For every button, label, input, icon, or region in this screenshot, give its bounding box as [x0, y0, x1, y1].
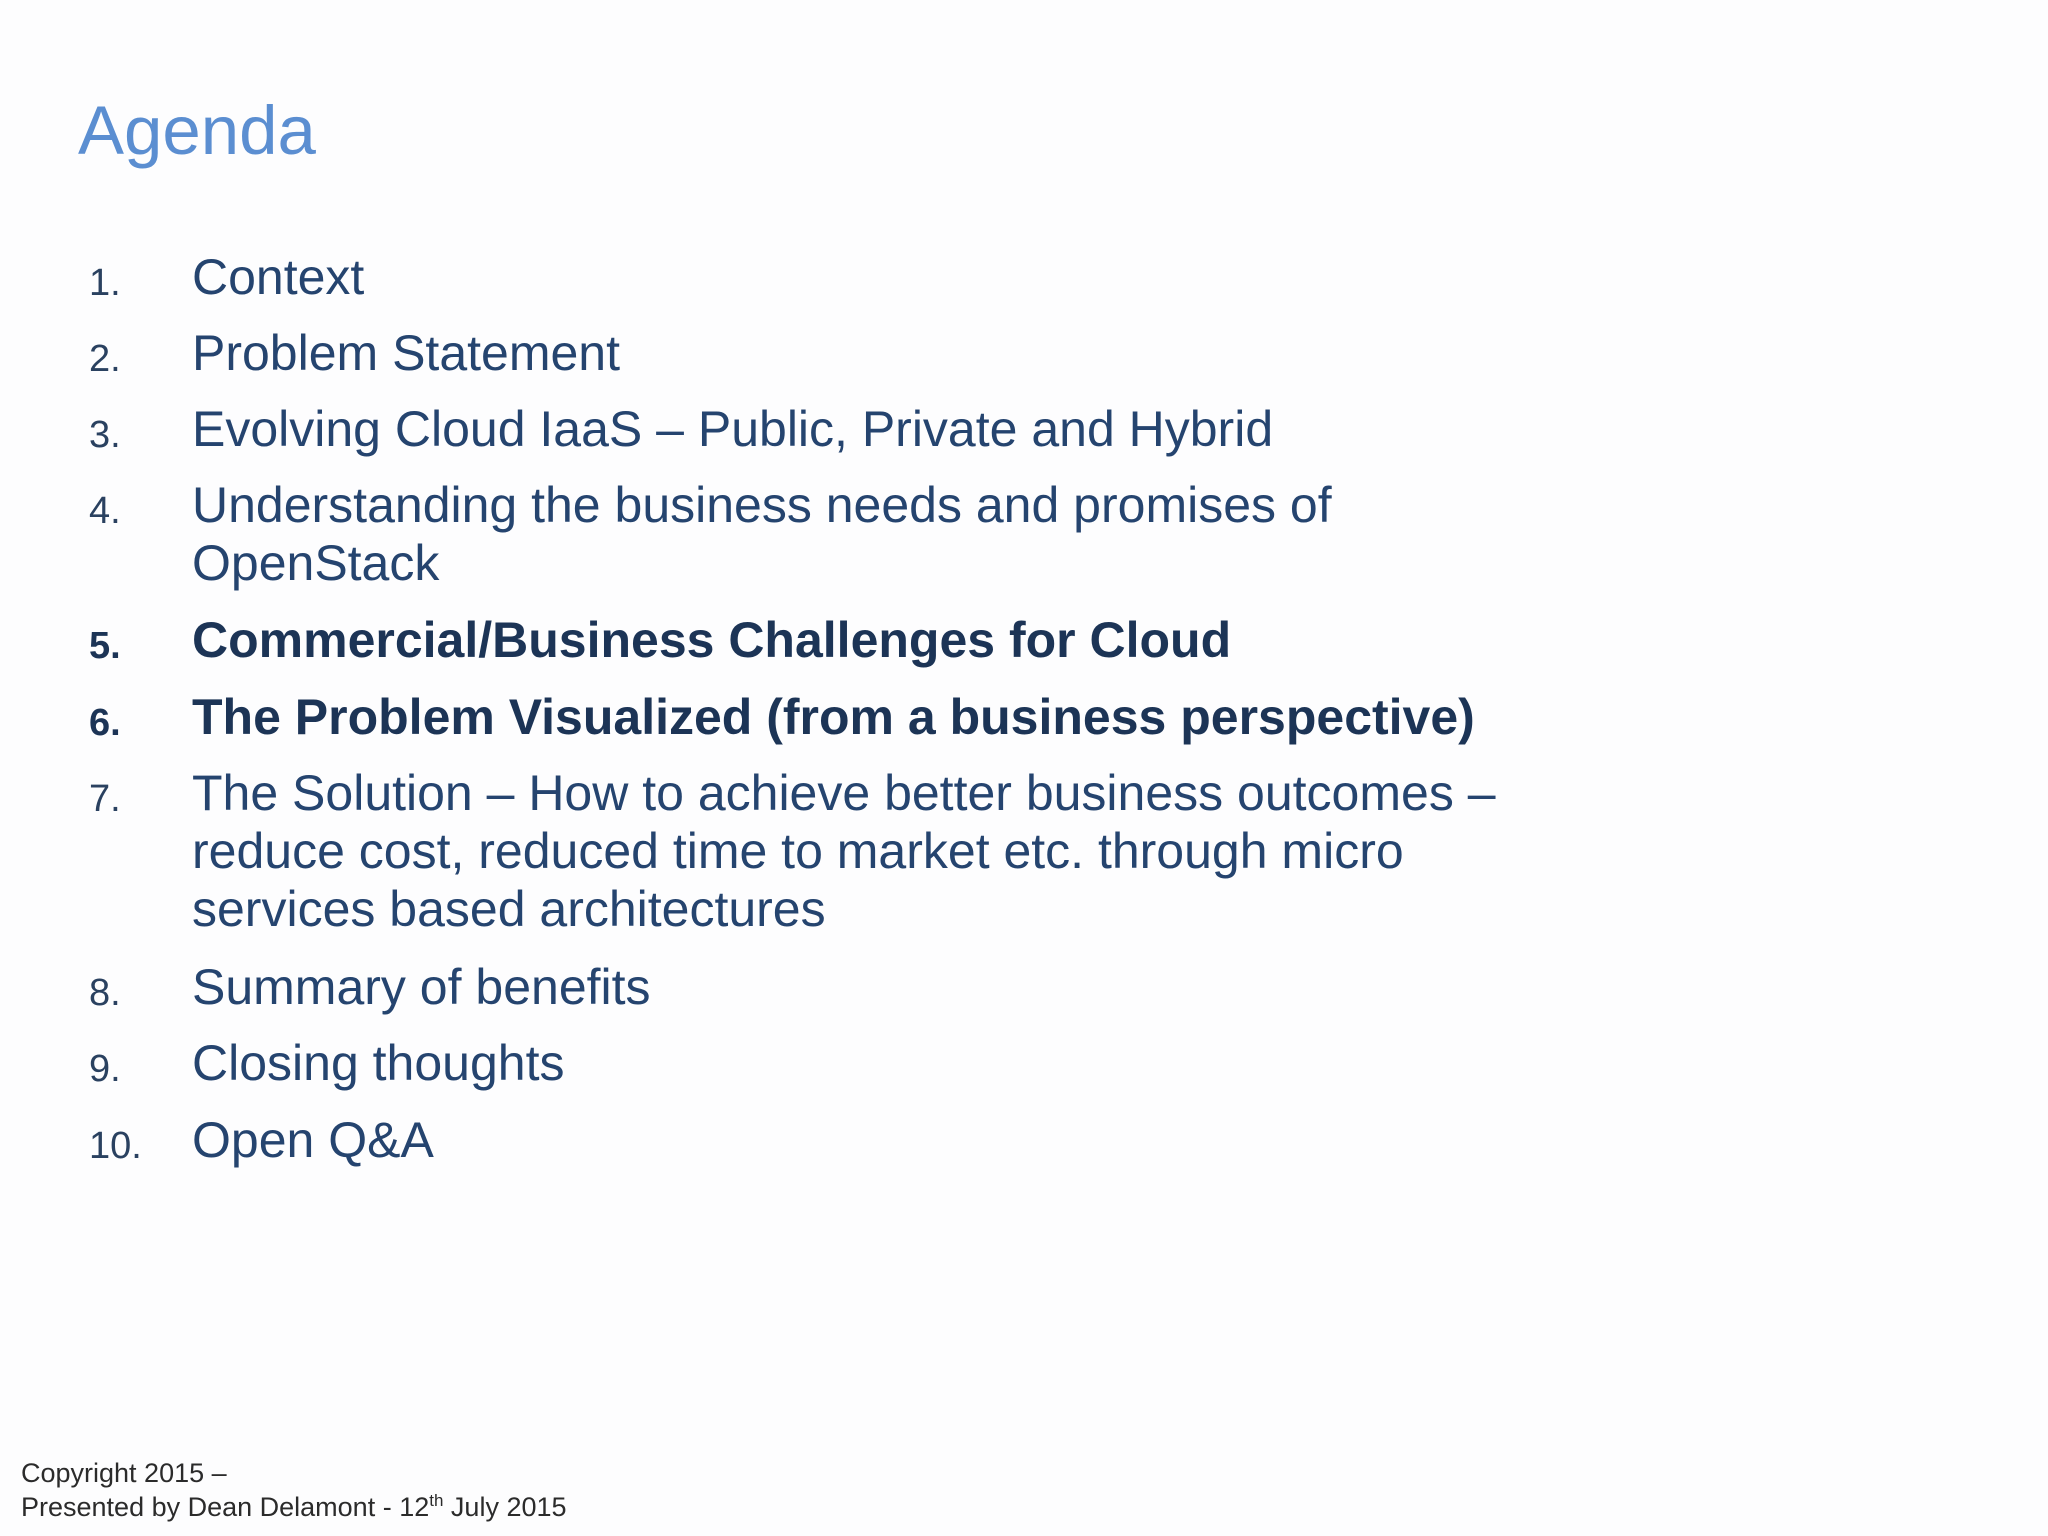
agenda-item-line: OpenStack	[192, 535, 440, 591]
agenda-item-number: 4.	[89, 490, 121, 532]
footer-presenter-text: Presented by Dean Delamont - 12	[21, 1492, 430, 1522]
footer-date-text: July 2015	[443, 1492, 567, 1522]
agenda-item-line: Context	[192, 249, 365, 305]
agenda-item-number: 6.	[89, 702, 121, 744]
footer	[21, 1456, 567, 1524]
agenda-item-text	[192, 248, 364, 306]
agenda-item-number: 10.	[89, 1125, 142, 1167]
agenda-item-text	[192, 400, 1273, 458]
agenda-item-number: 1.	[89, 262, 121, 304]
agenda-item-number: 5.	[89, 625, 121, 667]
slide-title: Agenda	[78, 92, 316, 169]
agenda-item-number: 2.	[89, 338, 121, 380]
agenda-item-line: Evolving Cloud IaaS – Public, Private and Hybrid	[192, 401, 1274, 457]
agenda-item-number: 9.	[89, 1048, 121, 1090]
agenda-item-line: Problem Statement	[192, 325, 620, 381]
agenda-item-text	[192, 1111, 434, 1169]
agenda-item-text	[192, 1034, 564, 1092]
agenda-item-text	[192, 476, 1332, 592]
footer-date-suffix: th	[429, 1491, 444, 1510]
agenda-item-text	[192, 611, 1231, 669]
agenda-item-line: The Problem Visualized (from a business perspective)	[192, 689, 1475, 745]
agenda-item-line: Open Q&A	[192, 1112, 434, 1168]
agenda-item-line: Closing thoughts	[192, 1035, 565, 1091]
agenda-item-text	[192, 688, 1475, 746]
agenda-item-line: Commercial/Business Challenges for Cloud	[192, 612, 1232, 668]
agenda-item-number: 3.	[89, 414, 121, 456]
agenda-item-line: services based architectures	[192, 881, 826, 937]
agenda-item-text	[192, 764, 1496, 938]
agenda-item-line: Summary of benefits	[192, 959, 651, 1015]
agenda-item-line: The Solution – How to achieve better business outcomes –	[192, 765, 1496, 821]
agenda-item-text	[192, 958, 651, 1016]
agenda-item-number: 7.	[89, 778, 121, 820]
agenda-item-number: 8.	[89, 972, 121, 1014]
footer-copyright: Copyright 2015 –	[21, 1458, 227, 1488]
agenda-item-text	[192, 324, 620, 382]
agenda-item-line: reduce cost, reduced time to market etc. through micro	[192, 823, 1404, 879]
agenda-item-line: Understanding the business needs and promises of	[192, 477, 1332, 533]
footer-presenter	[21, 1490, 567, 1524]
